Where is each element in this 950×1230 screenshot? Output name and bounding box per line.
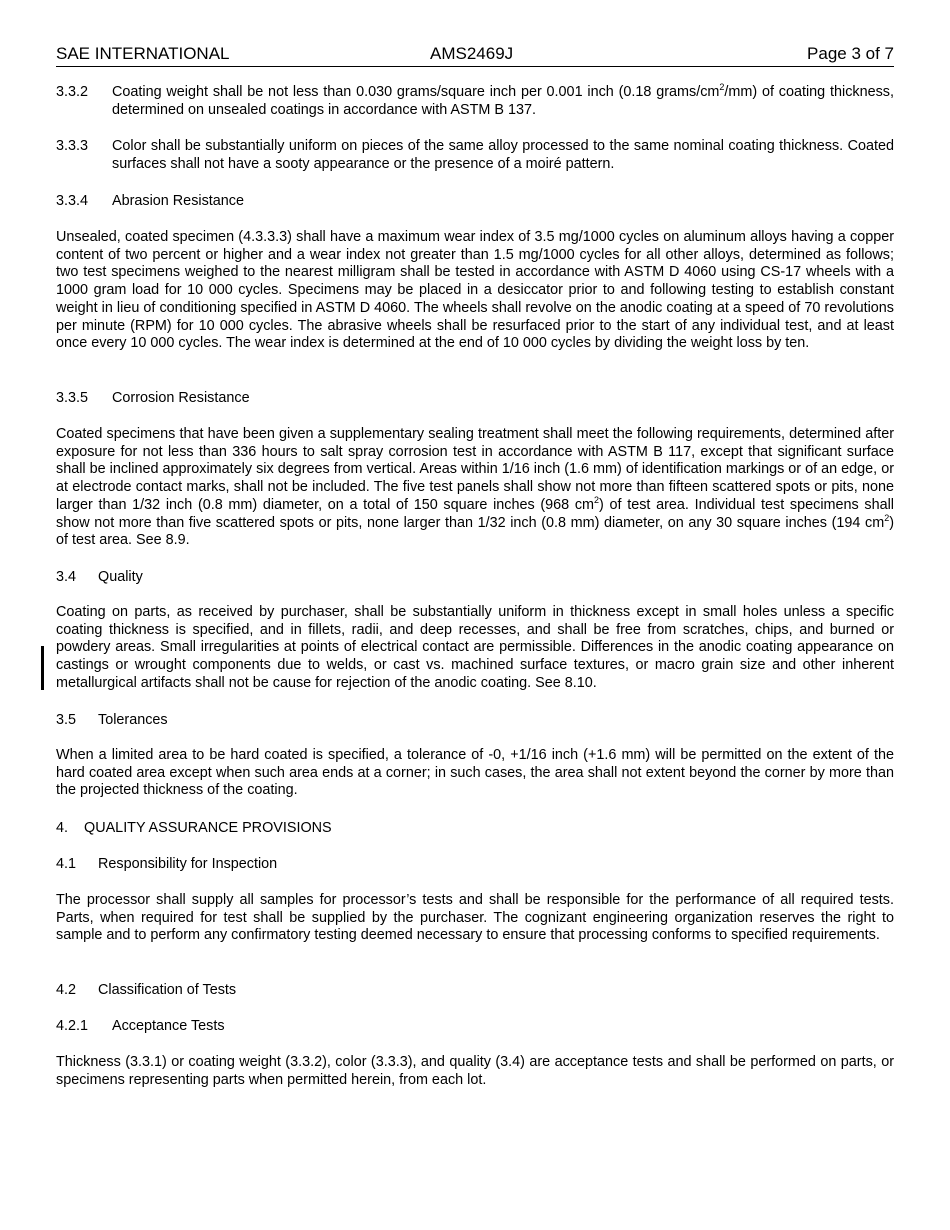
- section-paragraph-4-2-1: Thickness (3.3.1) or coating weight (3.3.2), color (3.3.3), and quality (3.4) are acceptance tests and shall be performed on parts, or specimens representing parts when permitted herein, from each lot.: [56, 1054, 894, 1088]
- revision-change-bar: [41, 646, 44, 690]
- section-heading-4-2-1: [56, 1017, 225, 1035]
- section-paragraph-3-5: When a limited area to be hard coated is specified, a tolerance of -0, +1/16 inch (+1.6 mm) will be permitted on the extent of the hard coated area except when such area ends at a corner; in such cases, the area shall not extent beyond the corner by more than the projected thickness of the coating.: [56, 747, 894, 799]
- section-title: Abrasion Resistance: [112, 193, 244, 209]
- section-heading-4-2: [56, 981, 236, 999]
- section-number: 3.3.5: [56, 390, 89, 406]
- section-title: Tolerances: [98, 712, 168, 728]
- section-heading-3-3-4: [56, 192, 244, 210]
- section-number: 4.: [56, 820, 69, 836]
- section-title: Corrosion Resistance: [112, 390, 250, 406]
- section-title: QUALITY ASSURANCE PROVISIONS: [84, 820, 332, 836]
- header-page-number: Page 3 of 7: [807, 44, 894, 63]
- section-number: 4.2: [56, 982, 77, 998]
- section-number: 3.3.4: [56, 193, 89, 209]
- page-header: [56, 44, 894, 67]
- header-document-number: AMS2469J: [430, 44, 514, 63]
- section-number: 4.2.1: [56, 1018, 89, 1034]
- header-organization: SAE INTERNATIONAL: [56, 44, 230, 63]
- section-text: Color shall be substantially uniform on pieces of the same alloy processed to the same nominal coating thickness. Coated surfaces shall not have a sooty appearance or the presence of a moiré pattern.: [112, 138, 894, 172]
- section-paragraph-4-1: The processor shall supply all samples for processor’s tests and shall be responsible for the performance of all required tests. Parts, when required for test shall be supplied by the purchaser. The cognizant engineering organization reserves the right to sample and to perform any confirmatory testing deemed necessary to ensure that processing conforms to specified requirements.: [56, 892, 894, 944]
- section-3-3-2: [56, 84, 894, 119]
- section-paragraph-3-3-4: Unsealed, coated specimen (4.3.3.3) shall have a maximum wear index of 3.5 mg/1000 cycles on aluminum alloys having a copper content of two percent or higher and a wear index not greater than 1.5 mg/1000 cycles for all other alloys, determined as follows; two test specimens weighed to the nearest milligram shall be tested in accordance with ASTM D 4060 using CS-17 wheels with a 1000 gram load for 10 000 cycles. Specimens may be placed in a desiccator prior to and following testing to establish constant weight in lieu of conditioning specified in ASTM D 4060. The wheels shall revolve on the anodic coating at a speed of 70 revolutions per minute (RPM) for 10 000 cycles. The abrasive wheels shall be resurfaced prior to the start of any individual test, and at least once every 10 000 cycles. The wear index is determined at the end of 10 000 cycles by dividing the weight loss by ten.: [56, 229, 894, 352]
- section-number: 3.3.3: [56, 138, 89, 154]
- section-title: Responsibility for Inspection: [98, 856, 278, 872]
- section-title: Classification of Tests: [98, 982, 237, 998]
- section-text: Coating weight shall be not less than 0.030 grams/square inch per 0.001 inch (0.18 grams/$cm^2/mm$) of coating thickness, determined on unsealed coatings in accordance with ASTM B 137.: [112, 82, 894, 118]
- section-3-3-3: [56, 138, 894, 173]
- section-title: Quality: [98, 569, 143, 585]
- section-heading-4-1: [56, 855, 277, 873]
- section-number: 4.1: [56, 856, 77, 872]
- section-heading-4: [56, 819, 332, 837]
- section-paragraph-3-3-5: Coated specimens that have been given a supplementary sealing treatment shall meet the following requirements, determined after exposure for not less than 336 hours to salt spray corrosion test in accordance with ASTM B 117, except that significant surface shall be inclined approximately six degrees from vertical. Areas within 1/16 inch (1.6 mm) of identification markings or of an edge, or at electrode contact marks, shall not be included. The five test panels shall show not more than fifteen scattered spots or pits, none larger than 1/32 inch (0.8 mm) diameter, on a total of 150 square inches (968 $cm^2$) of test area. Individual test specimens shall show not more than five scattered spots or pits, none larger than 1/32 inch (0.8 mm) diameter, on any 30 square inches (194 $cm^2$) of test area. See 8.9.: [56, 426, 894, 549]
- section-heading-3-5: [56, 711, 168, 729]
- section-paragraph-3-4: Coating on parts, as received by purchaser, shall be substantially uniform in thickness except in small holes unless a specific coating thickness is specified, and in fillets, radii, and deep recesses, and shall be free from scratches, chips, and burned or powdery areas. Small irregularities at points of electrical contact are permissible. Differences in the anodic coating appearance on castings or wrought components due to welds, or cast vs. machined surface textures, or macro grain size and other inherent metallurgical artifacts shall not be cause for rejection of the anodic coating. See 8.10.: [56, 604, 894, 691]
- section-heading-3-4: [56, 568, 143, 586]
- section-number: 3.4: [56, 569, 77, 585]
- section-heading-3-3-5: [56, 389, 250, 407]
- section-number: 3.3.2: [56, 84, 89, 100]
- section-title: Acceptance Tests: [112, 1018, 225, 1034]
- section-number: 3.5: [56, 712, 77, 728]
